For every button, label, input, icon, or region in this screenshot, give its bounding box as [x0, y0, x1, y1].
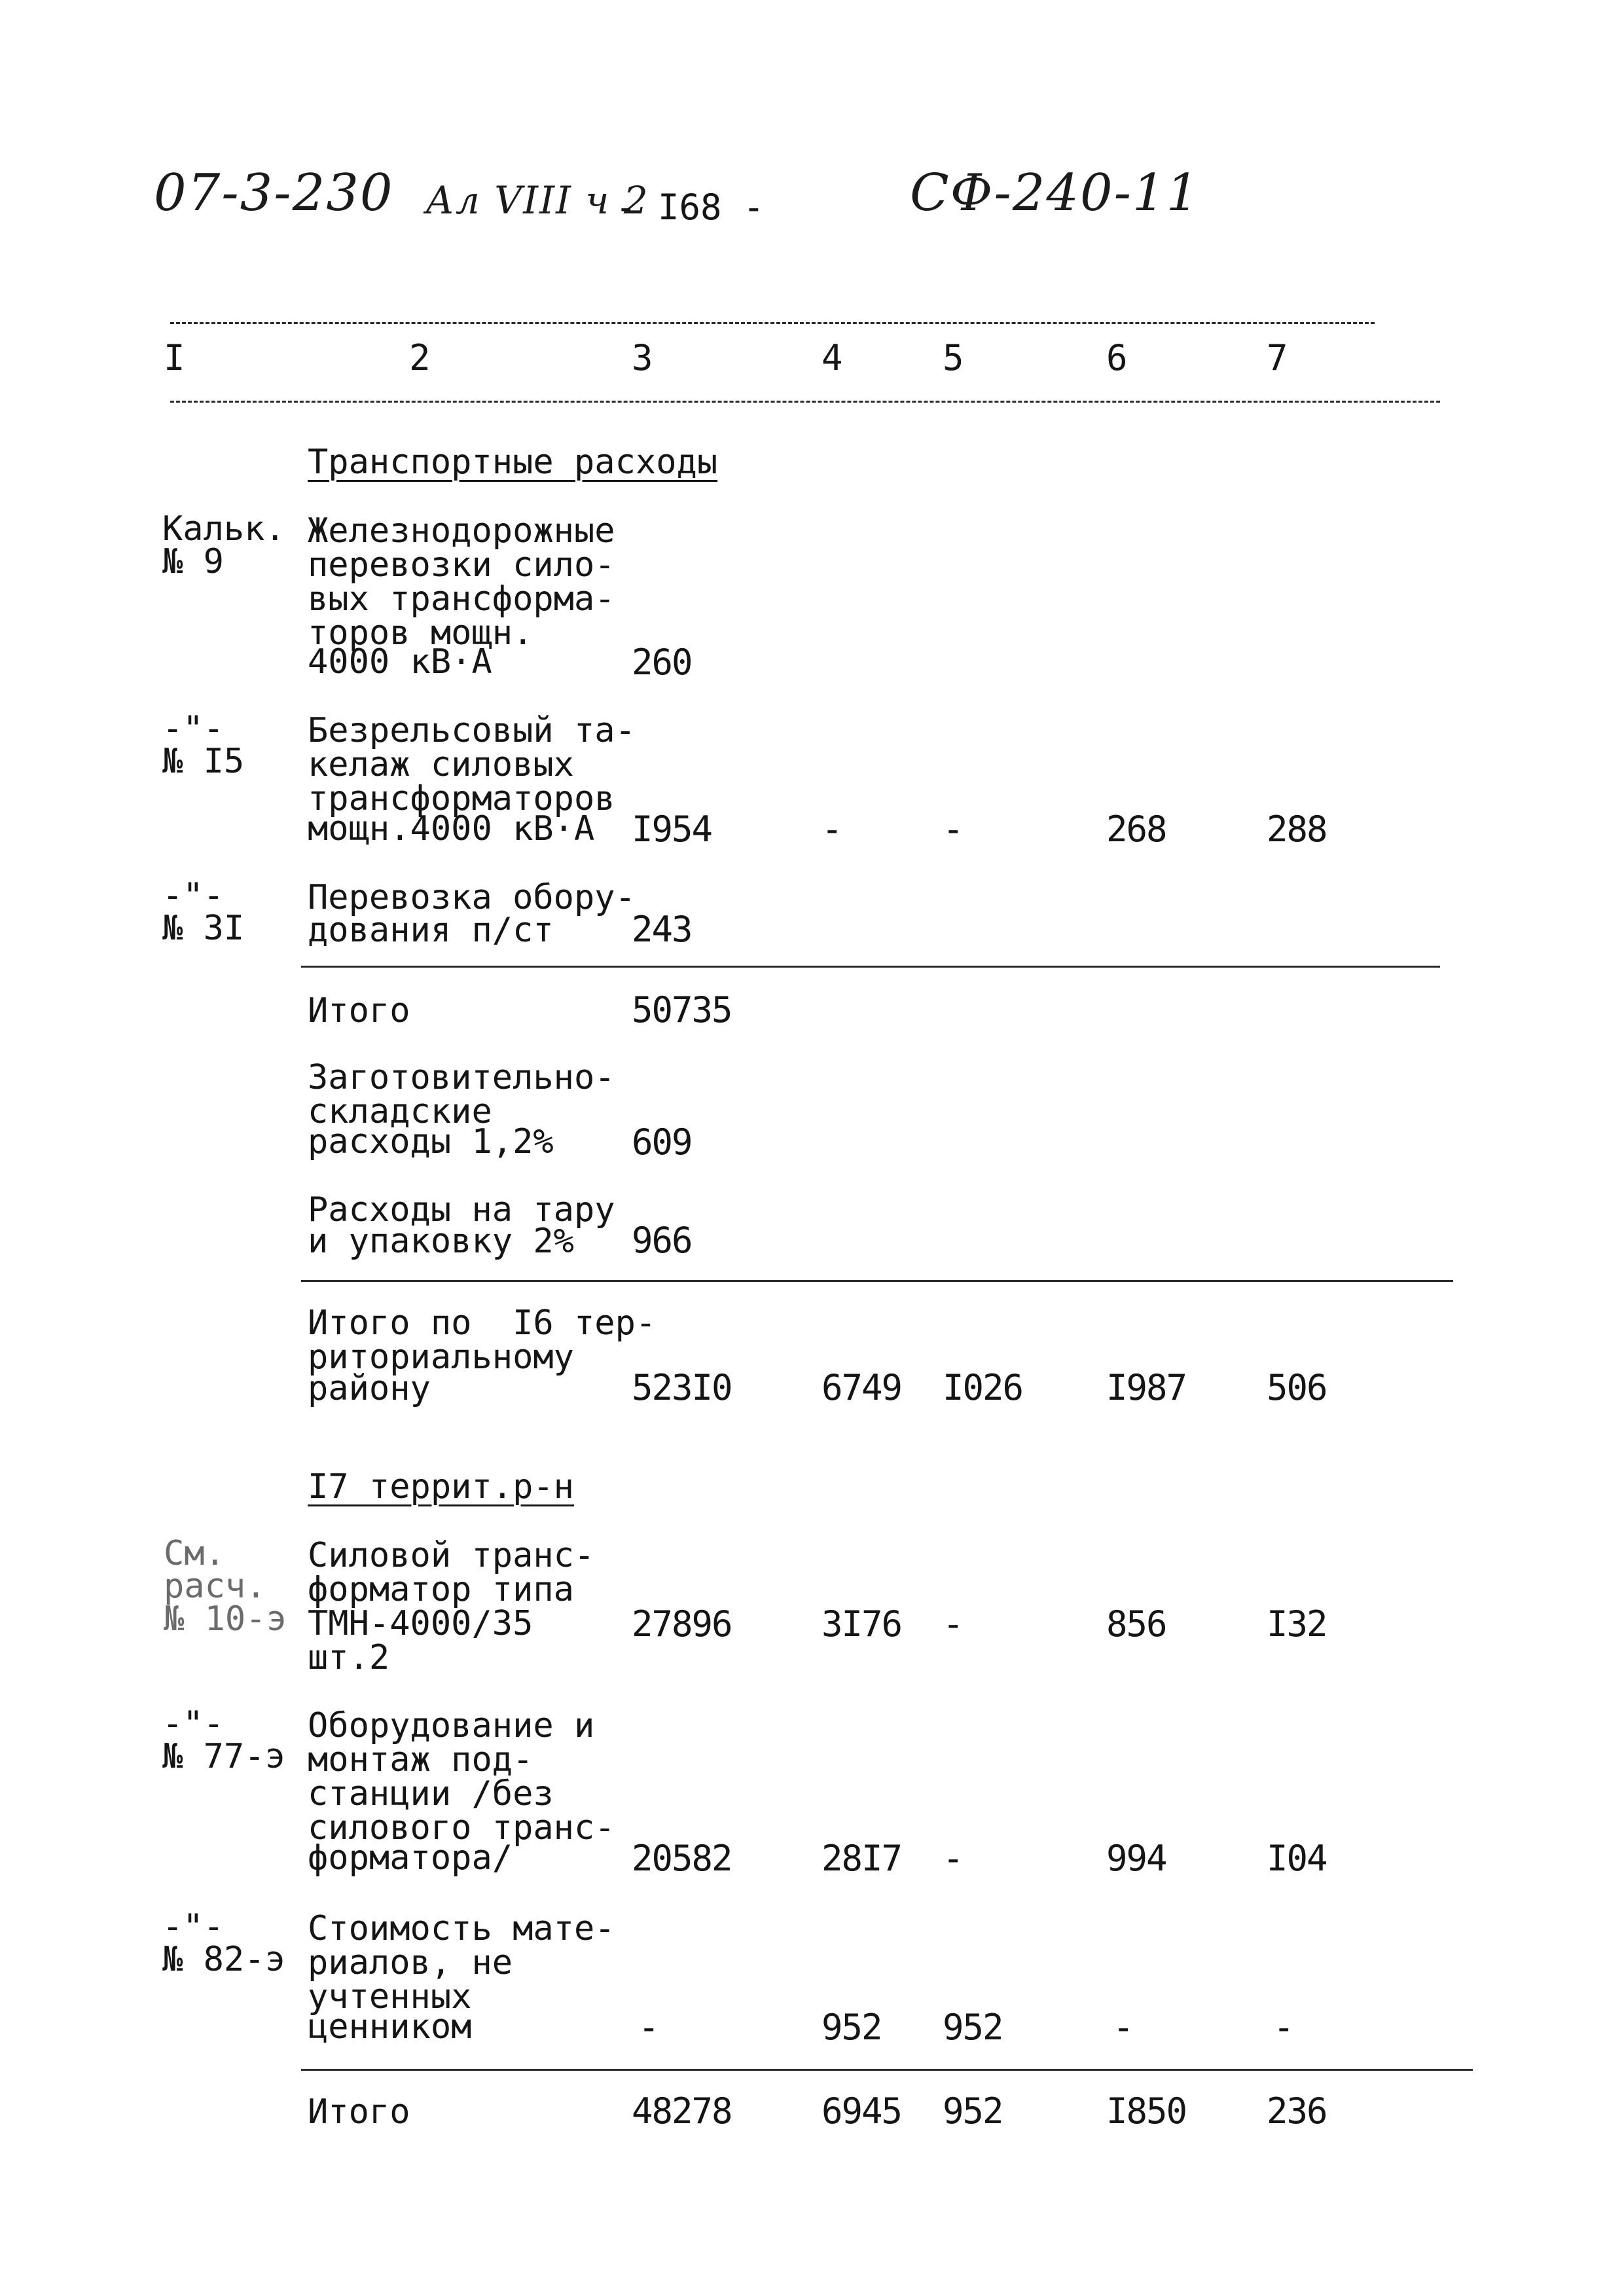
cell-col7: I04	[1267, 1838, 1327, 1879]
total-col3: 48278	[632, 2090, 732, 2132]
desc-line: району	[308, 1369, 431, 1408]
grand-total-col3: 523I0	[632, 1367, 732, 1408]
col-2-header: 2	[409, 337, 431, 378]
cell-col6: -	[1113, 2007, 1133, 2048]
cell-col3: I954	[632, 809, 712, 850]
cell-col4: 28I7	[821, 1838, 902, 1879]
cell-col3: 243	[632, 909, 692, 950]
cell-col4: 952	[821, 2007, 882, 2048]
cell-col4: -	[821, 809, 842, 850]
desc-line: мощн.4000 кВ·А	[308, 809, 595, 848]
desc-line: Расходы на тару	[308, 1190, 615, 1230]
storage-col3: 609	[632, 1121, 692, 1163]
ref-line: -"-	[162, 1907, 224, 1946]
col-6-header: 6	[1106, 337, 1128, 378]
desc-line: складские	[308, 1092, 492, 1131]
desc-line: торов мощн.	[308, 613, 533, 653]
grand-total-rule	[301, 1280, 1453, 1282]
desc-line: дования п/ст	[308, 911, 554, 950]
desc-line: риалов, не	[308, 1943, 513, 1982]
ref-line: См.	[164, 1534, 225, 1573]
sheet-code: СФ-240-11	[910, 164, 1200, 223]
cell-col4: 3I76	[821, 1603, 902, 1645]
ref-line: № 9	[162, 542, 224, 581]
desc-line: форматор типа	[308, 1570, 574, 1609]
desc-line: силового транс-	[308, 1808, 615, 1848]
desc-line: 4000 кВ·А	[308, 642, 492, 682]
ref-line: № 3I	[162, 909, 245, 948]
desc-line: вых трансформа-	[308, 579, 615, 619]
cell-col6: 994	[1106, 1838, 1166, 1879]
doc-code: 07-3-230	[154, 164, 394, 223]
desc-line: Стоимость мате-	[308, 1909, 615, 1948]
total-label: Итого	[308, 2092, 410, 2132]
ref-line: -"-	[162, 876, 224, 915]
cell-col7: I32	[1267, 1603, 1327, 1645]
cell-col3: 260	[632, 642, 692, 683]
desc-line: риториальному	[308, 1338, 574, 1377]
desc-line: форматора/	[308, 1838, 513, 1878]
cell-col6: 856	[1106, 1603, 1166, 1645]
total-col6: I850	[1106, 2090, 1187, 2132]
desc-line: ценником	[308, 2007, 472, 2047]
section2-total-rule	[301, 2069, 1473, 2071]
cell-col3: 27896	[632, 1603, 732, 1645]
desc-line: учтенных	[308, 1977, 472, 2016]
total-col4: 6945	[821, 2090, 902, 2132]
desc-line: ТМН-4000/35	[308, 1604, 533, 1643]
header-bottom-rule	[170, 401, 1440, 403]
col-4-header: 4	[821, 337, 843, 378]
cell-col5: -	[943, 809, 963, 850]
ref-line: № I5	[162, 742, 245, 781]
cell-col5: 952	[943, 2007, 1003, 2048]
desc-line: расходы 1,2%	[308, 1122, 554, 1161]
grand-total-col4: 6749	[821, 1367, 902, 1408]
desc-line: Безрельсовый та-	[308, 711, 636, 750]
desc-line: Силовой транс-	[308, 1536, 595, 1575]
section-title-transport: Транспортные расходы	[308, 443, 718, 482]
ref-line: -"-	[162, 1704, 224, 1743]
desc-line: Оборудование и	[308, 1706, 595, 1745]
header-top-rule	[170, 322, 1375, 324]
ref-line: Кальк.	[162, 509, 285, 549]
desc-line: Заготовительно-	[308, 1058, 615, 1097]
total-col5: 952	[943, 2090, 1003, 2132]
desc-line: келаж силовых	[308, 745, 574, 784]
ref-line: расч.	[164, 1567, 266, 1606]
col-1-header: I	[164, 337, 185, 378]
desc-line: Железнодорожные	[308, 511, 615, 551]
desc-line: трансформаторов	[308, 779, 615, 818]
total-col7: 236	[1267, 2090, 1327, 2132]
cell-col5: -	[943, 1603, 963, 1645]
desc-line: монтаж под-	[308, 1740, 533, 1779]
ref-line: № 82-э	[162, 1940, 285, 1979]
desc-line: Перевозка обору-	[308, 878, 636, 917]
desc-line: и упаковку 2%	[308, 1222, 574, 1261]
ref-line: -"-	[162, 709, 224, 748]
cell-col5: -	[943, 1838, 963, 1879]
grand-total-col5: I026	[943, 1367, 1023, 1408]
total-col3: 50735	[632, 989, 732, 1030]
col-3-header: 3	[632, 337, 653, 378]
desc-line: станции /без	[308, 1774, 554, 1813]
cell-col7: -	[1273, 2007, 1293, 2048]
page-number: - I68 -	[615, 187, 765, 228]
cell-col3: -	[638, 2007, 659, 2048]
album-mark: Ал VIII ч 2	[425, 178, 649, 223]
packing-col3: 966	[632, 1220, 692, 1261]
ref-line: № 10-э	[164, 1599, 287, 1639]
col-5-header: 5	[943, 337, 964, 378]
col-7-header: 7	[1267, 337, 1288, 378]
total-label: Итого	[308, 991, 410, 1030]
cell-col7: 288	[1267, 809, 1327, 850]
grand-total-col6: I987	[1106, 1367, 1187, 1408]
ref-line: № 77-э	[162, 1737, 285, 1776]
desc-line: перевозки сило-	[308, 545, 615, 585]
grand-total-col7: 506	[1267, 1367, 1327, 1408]
desc-line: шт.2	[308, 1638, 390, 1677]
section-title-territory-17: I7 террит.р-н	[308, 1467, 574, 1506]
subtotal-rule	[301, 966, 1440, 968]
cell-col3: 20582	[632, 1838, 732, 1879]
desc-line: Итого по I6 тер-	[308, 1303, 657, 1343]
cell-col6: 268	[1106, 809, 1166, 850]
